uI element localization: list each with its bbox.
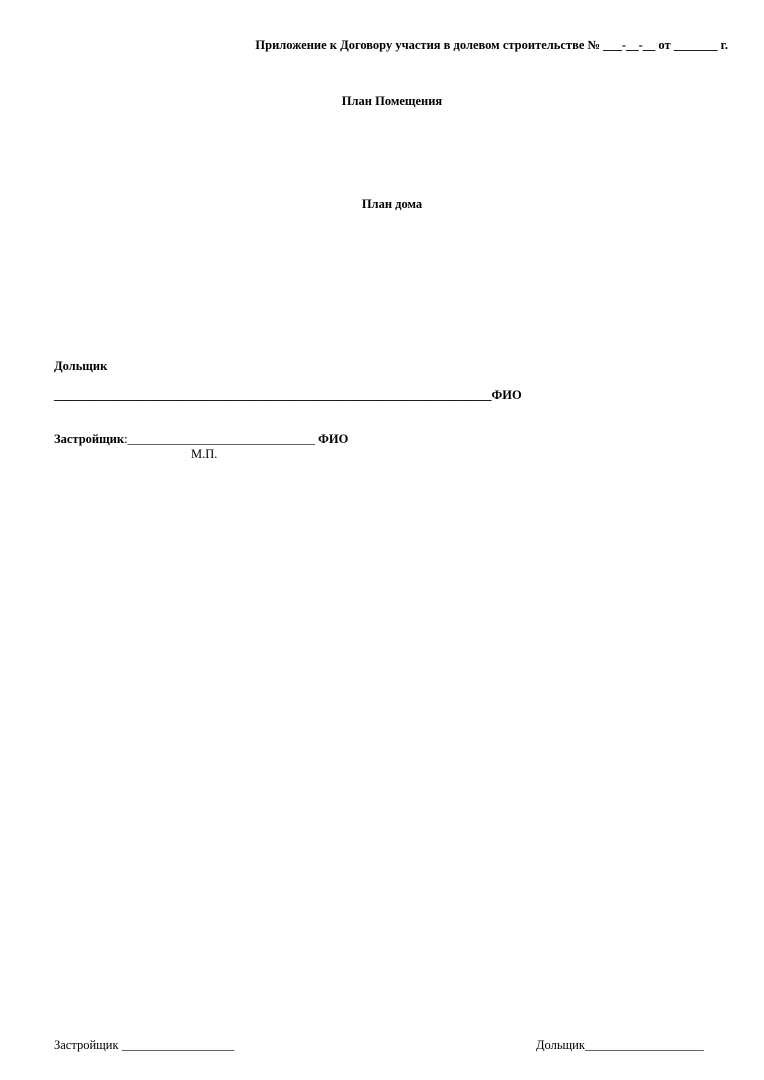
- stamp-place-label: М.П.: [191, 447, 218, 461]
- house-plan-title: План дома: [361, 197, 423, 211]
- developer-signature-row: [54, 431, 348, 447]
- shareholder-signature-row: [54, 387, 522, 403]
- developer-colon: :: [124, 432, 128, 446]
- appendix-header: Приложение к Договору участия в долевом строительстве № ___-__-__ от _______ г.: [255, 38, 728, 52]
- developer-signature-line: ______________________________: [127, 432, 316, 446]
- footer-developer-signature: [54, 1037, 234, 1053]
- footer-shareholder-label: Дольщик: [536, 1038, 585, 1052]
- developer-heading: Застройщик: [54, 432, 125, 446]
- shareholder-fio-label: ФИО: [491, 388, 522, 402]
- footer-shareholder-line: ___________________: [584, 1038, 704, 1052]
- footer-developer-label: Застройщик: [54, 1038, 122, 1052]
- room-plan-title: План Помещения: [341, 94, 443, 108]
- footer-shareholder-signature: [536, 1037, 704, 1053]
- footer-developer-line: __________________: [121, 1038, 235, 1052]
- developer-fio-label: ФИО: [315, 432, 349, 446]
- shareholder-signature-line: ______________________________________________________________________: [54, 388, 492, 402]
- shareholder-heading: Дольщик: [54, 359, 108, 373]
